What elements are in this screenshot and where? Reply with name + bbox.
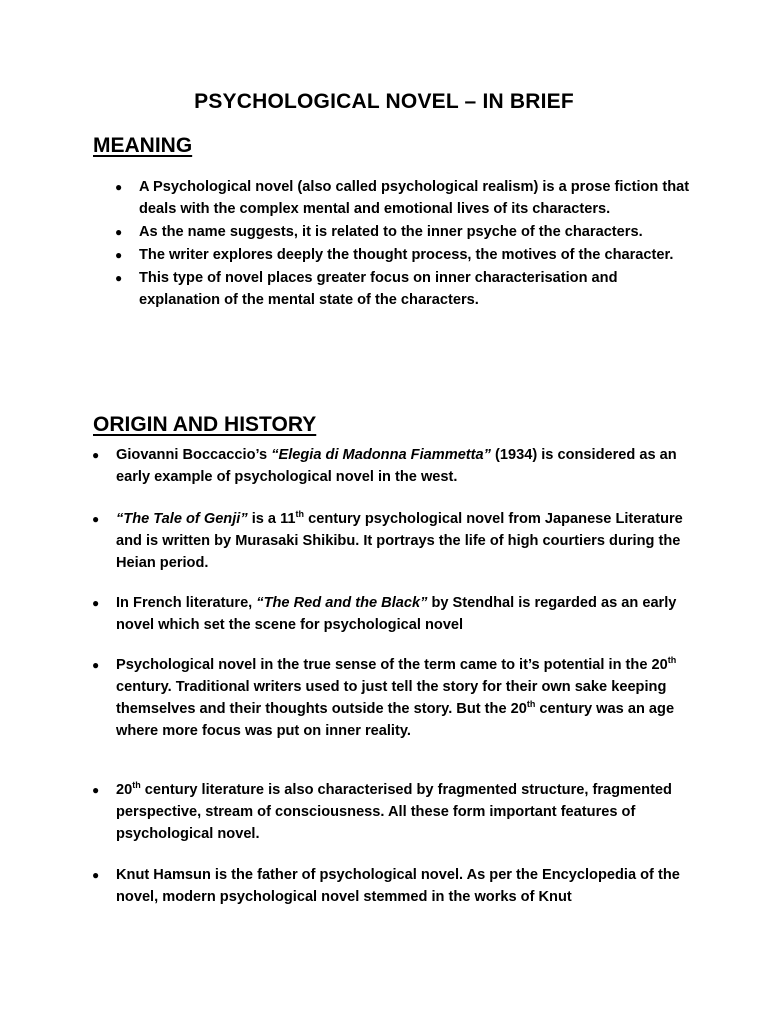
list-item: ● Giovanni Boccaccio’s “Elegia di Madonna Fiammetta” (1934) is considered as an early example of psychological novel in the west. [116,444,686,488]
bullet-icon: ● [92,596,100,610]
meaning-list [115,176,699,312]
bullet-icon: ● [92,868,100,882]
list-item: ● Knut Hamsun is the father of psychological novel. As per the Encyclopedia of the novel, modern psychological novel stemmed in the works of Knut [116,864,686,908]
origin-list-item-4 [92,654,686,742]
list-item: ● In French literature, “The Red and the Black” by Stendhal is regarded as an early novel which set the scene for psychological novel [116,592,686,636]
list-item: ● As the name suggests, it is related to the inner psyche of the characters. [139,221,699,243]
bullet-icon: ● [115,271,123,285]
origin-list-item-2 [92,508,686,574]
bullet-icon: ● [92,783,100,797]
origin-list-item-6 [92,864,686,908]
list-item: ● A Psychological novel (also called psychological realism) is a prose fiction that deals with the complex mental and emotional lives of its characters. [139,176,699,220]
list-item: ● The writer explores deeply the thought process, the motives of the character. [139,244,699,266]
origin-heading: ORIGIN AND HISTORY [93,413,317,436]
list-item: ● 20th century literature is also characterised by fragmented structure, fragmented perspective, stream of consciousness. All these form important features of psychological novel. [92,780,672,842]
bullet-icon: ● [92,448,100,462]
bullet-icon: ● [92,512,100,526]
bullet-icon: ● [115,180,123,194]
bullet-icon: ● [115,248,123,262]
meaning-heading: MEANING [93,134,193,157]
list-item: ● This type of novel places greater focus on inner characterisation and explanation of the mental state of the characters. [139,267,699,311]
list-item: ● Psychological novel in the true sense of the term came to it’s potential in the 20th century. Traditional writers used to just tell the story for their own sake keeping themselves and their thoughts outside the story. But the 20th century was an age where more focus was put on inner reality. [92,655,677,739]
origin-list-item-1 [92,444,686,488]
bullet-icon: ● [92,658,100,672]
bullet-icon: ● [115,225,123,239]
origin-list-item-3 [92,592,686,636]
page-title: PSYCHOLOGICAL NOVEL – IN BRIEF [194,90,574,113]
origin-list-item-5 [92,779,686,845]
list-item: ● “The Tale of Genji” is a 11th century psychological novel from Japanese Literature and is written by Murasaki Shikibu. It portrays the life of high courtiers during the Heian period. [92,509,683,571]
